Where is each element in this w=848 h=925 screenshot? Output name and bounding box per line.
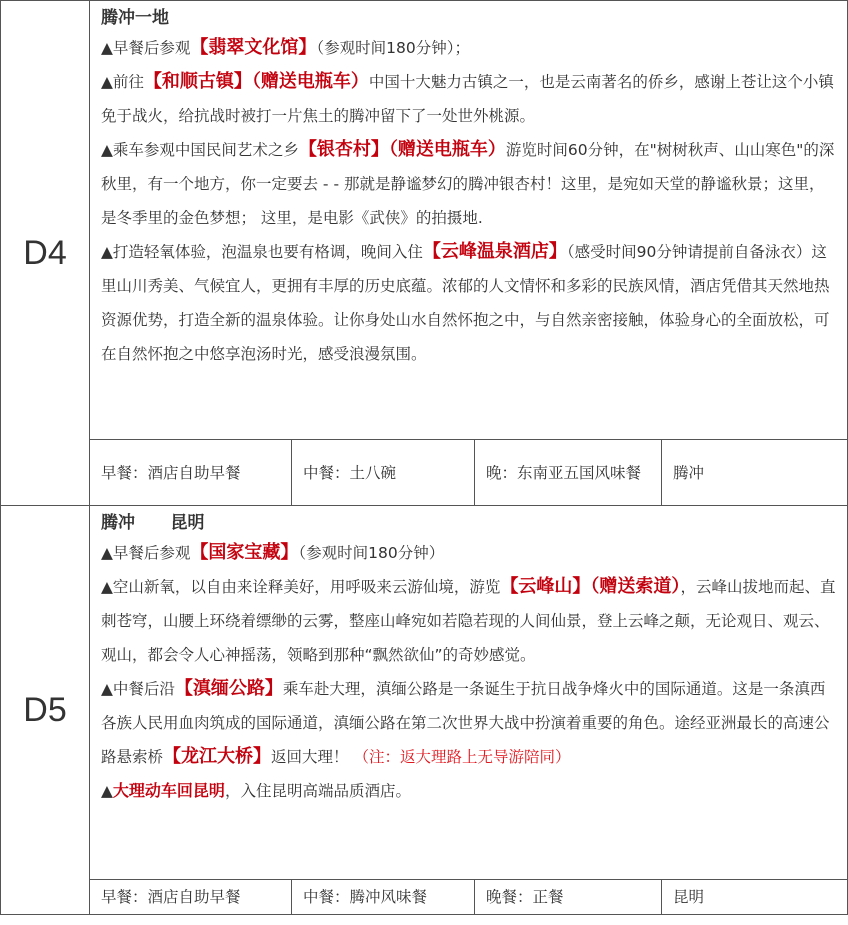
day-content <box>90 506 848 880</box>
meal-breakfast: 早餐：酒店自助早餐 <box>90 880 292 915</box>
paragraph-text: （参观时间180分钟）； <box>316 39 471 57</box>
day-paragraphs <box>101 31 837 371</box>
meal-lunch: 中餐：土八碗 <box>292 440 475 506</box>
paragraph-text: ▲ <box>101 782 113 800</box>
highlight-attraction: 【银杏村】（赠送电瓶车） <box>298 139 506 160</box>
day-paragraphs <box>101 536 837 808</box>
paragraph-text: ▲早餐后参观 <box>101 544 191 562</box>
meal-accommodation: 腾冲 <box>662 440 848 506</box>
highlight-attraction: 【滇缅公路】 <box>174 678 283 699</box>
itinerary-paragraph <box>101 31 837 65</box>
itinerary-paragraph <box>101 133 837 235</box>
itinerary-paragraph <box>101 65 837 133</box>
meal-breakfast: 早餐：酒店自助早餐 <box>90 440 292 506</box>
highlight-attraction: 【翡翠文化馆】 <box>190 37 317 58</box>
paragraph-text: ▲空山新氧，以自由来诠释美好，用呼吸来云游仙境，游览 <box>101 578 501 596</box>
paragraph-text: ▲打造轻氧体验，泡温泉也要有格调，晚间入住 <box>101 243 423 261</box>
day-title: 腾冲 昆明 <box>101 513 205 533</box>
itinerary-paragraph <box>101 536 837 570</box>
meal-lunch: 中餐：腾冲风味餐 <box>292 880 475 915</box>
meals-row-d5 <box>1 880 848 915</box>
paragraph-text: 返回大理！ <box>271 748 354 766</box>
day-label: D4 <box>1 1 90 506</box>
highlight-note: （注：返大理路上无导游陪同） <box>353 748 571 766</box>
paragraph-text: 游览时间60分钟，在"树树秋声、山山寒色"的深秋里，有一个地方，你一定要去 - - 那就是静谧梦幻的腾冲银杏村！这里，是宛如天堂的静谧秋景；这里，是冬季里的金色梦想； 这里，是电影《武侠》的拍摄地. <box>101 141 835 227</box>
itinerary-paragraph <box>101 235 837 371</box>
itinerary-paragraph <box>101 774 837 808</box>
paragraph-text: （参观时间180分钟） <box>298 544 445 562</box>
highlight-attraction: 【云峰山】（赠送索道） <box>500 576 681 597</box>
itinerary-paragraph <box>101 570 837 672</box>
paragraph-text: ▲前往 <box>101 73 144 91</box>
paragraph-text: ，云峰山拔地而起、直刺苍穹，山腰上环绕着缥缈的云雾，整座山峰宛如若隐若现的人间仙景，登上云峰之颠，无论观日、观云、观山，都会令人心神摇荡，领略到那种“飘然欲仙”的奇妙感觉。 <box>101 578 836 664</box>
highlight-note: 大理动车回昆明 <box>112 781 225 800</box>
paragraph-text: ，入住昆明高端品质酒店。 <box>224 782 411 800</box>
highlight-attraction: 【云峰温泉酒店】 <box>422 241 567 262</box>
day-label: D5 <box>1 506 90 915</box>
day-row-d4 <box>1 1 848 440</box>
day-content <box>90 1 848 440</box>
day-title: 腾冲一地 <box>101 8 169 28</box>
meal-dinner: 晚：东南亚五国风味餐 <box>475 440 662 506</box>
paragraph-text: ▲中餐后沿 <box>101 680 175 698</box>
paragraph-text: ▲早餐后参观 <box>101 39 191 57</box>
highlight-attraction: 【龙江大桥】 <box>163 746 272 767</box>
meal-dinner: 晚餐：正餐 <box>475 880 662 915</box>
paragraph-text: ▲乘车参观中国民间艺术之乡 <box>101 141 299 159</box>
paragraph-text: （感受时间90分钟请提前自备泳衣）这里山川秀美、气候宜人，更拥有丰厚的历史底蕴。浓郁的人文情怀和多彩的民族风情，酒店凭借其天然地热资源优势，打造全新的温泉体验。让你身处山水自然怀抱之中，与自然亲密接触，体验身心的全面放松，可在自然怀抱之中悠享泡汤时光，感受浪漫氛围。 <box>101 243 830 363</box>
paragraph-text: 乘车赴大理，滇缅公路是一条诞生于抗日战争烽火中的国际通道。这是一条滇西各族人民用血肉筑成的国际通道，滇缅公路在第二次世界大战中扮演着重要的角色。途经亚洲最长的高速公路悬索桥 <box>101 680 830 766</box>
highlight-attraction: 【和顺古镇】（赠送电瓶车） <box>143 71 369 92</box>
day-row-d5 <box>1 506 848 880</box>
meals-row-d4 <box>1 440 848 506</box>
itinerary-paragraph <box>101 672 837 774</box>
meal-accommodation: 昆明 <box>662 880 848 915</box>
highlight-attraction: 【国家宝藏】 <box>190 542 299 563</box>
paragraph-text: 中国十大魅力古镇之一，也是云南著名的侨乡，感谢上苍让这个小镇免于战火，给抗战时被打一片焦土的腾冲留下了一处世外桃源。 <box>101 73 834 125</box>
